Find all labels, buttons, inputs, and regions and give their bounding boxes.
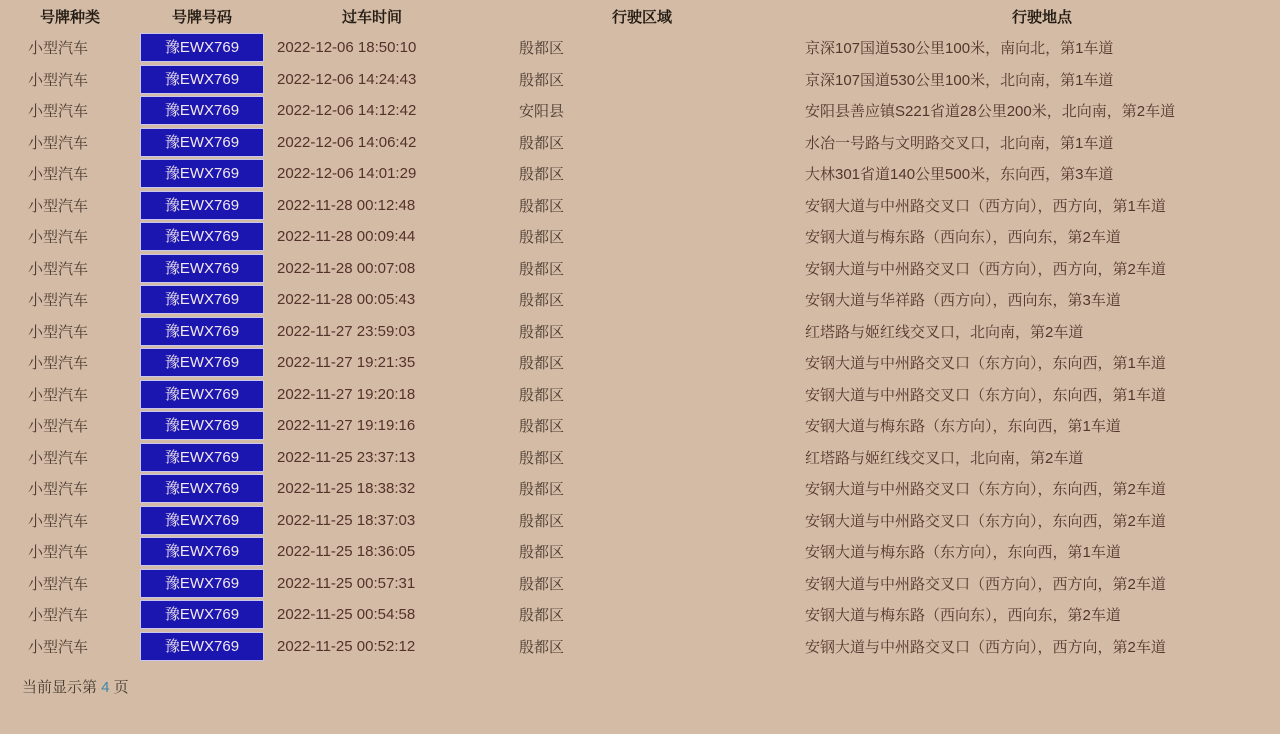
- location-cell: 安钢大道与梅东路（西向东），西向东，第2车道: [805, 229, 1121, 247]
- pass-time-cell: 2022-12-06 14:12:42: [277, 102, 417, 120]
- plate-number-badge[interactable]: 豫EWX769: [140, 317, 264, 346]
- district-cell: 殷都区: [519, 260, 565, 278]
- pass-time-cell: 2022-11-28 00:05:43: [277, 291, 416, 309]
- plate-number-badge[interactable]: 豫EWX769: [140, 348, 264, 377]
- plate-number-badge[interactable]: 豫EWX769: [140, 569, 264, 598]
- location-cell: 水冶一号路与文明路交叉口，北向南，第1车道: [805, 134, 1114, 152]
- plate-number-badge[interactable]: 豫EWX769: [140, 380, 264, 409]
- table-row: [0, 410, 1280, 442]
- district-cell: 殷都区: [519, 197, 565, 215]
- vehicle-type-cell: 小型汽车: [28, 134, 89, 152]
- plate-number-badge[interactable]: 豫EWX769: [140, 443, 264, 472]
- pass-time-cell: 2022-11-27 19:20:18: [277, 385, 416, 403]
- location-cell: 安钢大道与梅东路（东方向），东向西，第1车道: [805, 544, 1121, 562]
- plate-cell: [140, 65, 264, 94]
- pass-time-cell: 2022-11-25 23:37:13: [277, 448, 416, 466]
- district-cell: 殷都区: [519, 292, 565, 310]
- table-row: [0, 221, 1280, 253]
- table-row: [0, 379, 1280, 411]
- table-row: [0, 442, 1280, 474]
- plate-number-badge[interactable]: 豫EWX769: [140, 285, 264, 314]
- plate-cell: [140, 411, 264, 440]
- vehicle-type-cell: 小型汽车: [28, 449, 89, 467]
- vehicle-type-cell: 小型汽车: [28, 292, 89, 310]
- plate-cell: [140, 191, 264, 220]
- pass-time-cell: 2022-12-06 14:06:42: [277, 133, 417, 151]
- location-cell: 京深107国道530公里100米，北向南，第1车道: [805, 71, 1114, 89]
- pass-time-cell: 2022-11-27 23:59:03: [277, 322, 416, 340]
- vehicle-type-cell: 小型汽车: [28, 197, 89, 215]
- current-page-number[interactable]: 4: [101, 679, 110, 696]
- pass-time-cell: 2022-11-25 18:36:05: [277, 543, 416, 561]
- vehicle-type-cell: 小型汽车: [28, 40, 89, 58]
- vehicle-type-cell: 小型汽车: [28, 575, 89, 593]
- plate-cell: [140, 317, 264, 346]
- district-cell: 殷都区: [519, 134, 565, 152]
- vehicle-type-cell: 小型汽车: [28, 512, 89, 530]
- table-row: [0, 190, 1280, 222]
- location-cell: 安钢大道与中州路交叉口（西方向），西方向，第1车道: [805, 197, 1166, 215]
- location-cell: 安钢大道与中州路交叉口（西方向），西方向，第2车道: [805, 575, 1166, 593]
- district-cell: 殷都区: [519, 71, 565, 89]
- vehicle-type-cell: 小型汽车: [28, 386, 89, 404]
- plate-number-badge[interactable]: 豫EWX769: [140, 632, 264, 661]
- plate-cell: [140, 380, 264, 409]
- pagination-suffix: 页: [109, 679, 129, 696]
- district-cell: 殷都区: [519, 481, 565, 499]
- plate-cell: [140, 254, 264, 283]
- table-row: [0, 568, 1280, 600]
- location-cell: 大林301省道140公里500米，东向西，第3车道: [805, 166, 1114, 184]
- location-cell: 安钢大道与中州路交叉口（东方向），东向西，第1车道: [805, 355, 1166, 373]
- plate-cell: [140, 443, 264, 472]
- table-row: [0, 347, 1280, 379]
- district-cell: 殷都区: [519, 229, 565, 247]
- pass-time-cell: 2022-11-25 00:54:58: [277, 606, 416, 624]
- district-cell: 殷都区: [519, 544, 565, 562]
- vehicle-type-cell: 小型汽车: [28, 229, 89, 247]
- plate-cell: [140, 33, 264, 62]
- column-header-driving-location: 行驶地点: [1011, 8, 1072, 26]
- pass-time-cell: 2022-12-06 14:01:29: [277, 165, 417, 183]
- pass-time-cell: 2022-12-06 18:50:10: [277, 39, 417, 57]
- pass-time-cell: 2022-11-25 00:52:12: [277, 637, 416, 655]
- plate-number-badge[interactable]: 豫EWX769: [140, 96, 264, 125]
- location-cell: 安阳县善应镇S221省道28公里200米，北向南，第2车道: [805, 103, 1176, 121]
- district-cell: 殷都区: [519, 166, 565, 184]
- plate-cell: [140, 632, 264, 661]
- plate-cell: [140, 537, 264, 566]
- plate-number-badge[interactable]: 豫EWX769: [140, 191, 264, 220]
- vehicle-type-cell: 小型汽车: [28, 71, 89, 89]
- vehicle-type-cell: 小型汽车: [28, 481, 89, 499]
- table-header-row: [0, 0, 1280, 32]
- location-cell: 安钢大道与梅东路（西向东），西向东，第2车道: [805, 607, 1121, 625]
- district-cell: 殷都区: [519, 449, 565, 467]
- vehicle-type-cell: 小型汽车: [28, 544, 89, 562]
- location-cell: 红塔路与姬红线交叉口，北向南，第2车道: [805, 449, 1084, 467]
- table-row: [0, 127, 1280, 159]
- pass-time-cell: 2022-11-28 00:12:48: [277, 196, 416, 214]
- plate-cell: [140, 474, 264, 503]
- table-body: [0, 32, 1280, 662]
- table-row: [0, 32, 1280, 64]
- plate-cell: [140, 96, 264, 125]
- pagination-prefix: 当前显示第: [22, 679, 102, 696]
- district-cell: 殷都区: [519, 512, 565, 530]
- plate-cell: [140, 569, 264, 598]
- vehicle-type-cell: 小型汽车: [28, 418, 89, 436]
- vehicle-type-cell: 小型汽车: [28, 260, 89, 278]
- vehicle-type-cell: 小型汽车: [28, 355, 89, 373]
- plate-cell: [140, 128, 264, 157]
- plate-number-badge[interactable]: 豫EWX769: [140, 222, 264, 251]
- location-cell: 安钢大道与中州路交叉口（东方向），东向西，第2车道: [805, 512, 1166, 530]
- district-cell: 殷都区: [519, 386, 565, 404]
- table-row: [0, 64, 1280, 96]
- plate-number-badge[interactable]: 豫EWX769: [140, 506, 264, 535]
- plate-number-badge[interactable]: 豫EWX769: [140, 159, 264, 188]
- vehicle-type-cell: 小型汽车: [28, 166, 89, 184]
- location-cell: 安钢大道与中州路交叉口（东方向），东向西，第2车道: [805, 481, 1166, 499]
- plate-cell: [140, 222, 264, 251]
- district-cell: 殷都区: [519, 40, 565, 58]
- location-cell: 安钢大道与中州路交叉口（东方向），东向西，第1车道: [805, 386, 1166, 404]
- pass-time-cell: 2022-11-28 00:07:08: [277, 259, 416, 277]
- table-row: [0, 473, 1280, 505]
- pass-time-cell: 2022-11-25 18:38:32: [277, 480, 416, 498]
- column-header-pass-time: 过车时间: [341, 8, 402, 26]
- plate-cell: [140, 600, 264, 629]
- plate-number-badge[interactable]: 豫EWX769: [140, 474, 264, 503]
- district-cell: 殷都区: [519, 607, 565, 625]
- vehicle-type-cell: 小型汽车: [28, 638, 89, 656]
- location-cell: 安钢大道与梅东路（东方向），东向西，第1车道: [805, 418, 1121, 436]
- location-cell: 京深107国道530公里100米，南向北，第1车道: [805, 40, 1114, 58]
- plate-number-badge[interactable]: 豫EWX769: [140, 600, 264, 629]
- vehicle-type-cell: 小型汽车: [28, 607, 89, 625]
- table-row: [0, 599, 1280, 631]
- plate-cell: [140, 506, 264, 535]
- plate-number-badge[interactable]: 豫EWX769: [140, 411, 264, 440]
- district-cell: 殷都区: [519, 638, 565, 656]
- location-cell: 安钢大道与中州路交叉口（西方向），西方向，第2车道: [805, 260, 1166, 278]
- plate-number-badge[interactable]: 豫EWX769: [140, 33, 264, 62]
- plate-number-badge[interactable]: 豫EWX769: [140, 254, 264, 283]
- district-cell: 殷都区: [519, 323, 565, 341]
- pass-time-cell: 2022-11-28 00:09:44: [277, 228, 416, 246]
- district-cell: 殷都区: [519, 355, 565, 373]
- pass-time-cell: 2022-11-27 19:19:16: [277, 417, 416, 435]
- pagination-status: [22, 676, 129, 697]
- plate-number-badge[interactable]: 豫EWX769: [140, 128, 264, 157]
- table-row: [0, 631, 1280, 663]
- district-cell: 殷都区: [519, 575, 565, 593]
- vehicle-type-cell: 小型汽车: [28, 323, 89, 341]
- pass-time-cell: 2022-11-25 18:37:03: [277, 511, 416, 529]
- plate-cell: [140, 285, 264, 314]
- pass-time-cell: 2022-11-27 19:21:35: [277, 354, 416, 372]
- table-row: [0, 316, 1280, 348]
- district-cell: 安阳县: [519, 103, 565, 121]
- plate-number-badge[interactable]: 豫EWX769: [140, 537, 264, 566]
- location-cell: 安钢大道与中州路交叉口（西方向），西方向，第2车道: [805, 638, 1166, 656]
- location-cell: 安钢大道与华祥路（西方向），西向东，第3车道: [805, 292, 1121, 310]
- table-row: [0, 505, 1280, 537]
- pass-time-cell: 2022-12-06 14:24:43: [277, 70, 417, 88]
- vehicle-type-cell: 小型汽车: [28, 103, 89, 121]
- table-row: [0, 253, 1280, 285]
- column-header-plate-number: 号牌号码: [171, 8, 232, 26]
- plate-number-badge[interactable]: 豫EWX769: [140, 65, 264, 94]
- table-row: [0, 284, 1280, 316]
- plate-cell: [140, 159, 264, 188]
- plate-cell: [140, 348, 264, 377]
- table-row: [0, 536, 1280, 568]
- table-row: [0, 158, 1280, 190]
- location-cell: 红塔路与姬红线交叉口，北向南，第2车道: [805, 323, 1084, 341]
- table-row: [0, 95, 1280, 127]
- district-cell: 殷都区: [519, 418, 565, 436]
- column-header-driving-area: 行驶区域: [611, 8, 672, 26]
- column-header-plate-type: 号牌种类: [39, 8, 100, 26]
- pass-time-cell: 2022-11-25 00:57:31: [277, 574, 416, 592]
